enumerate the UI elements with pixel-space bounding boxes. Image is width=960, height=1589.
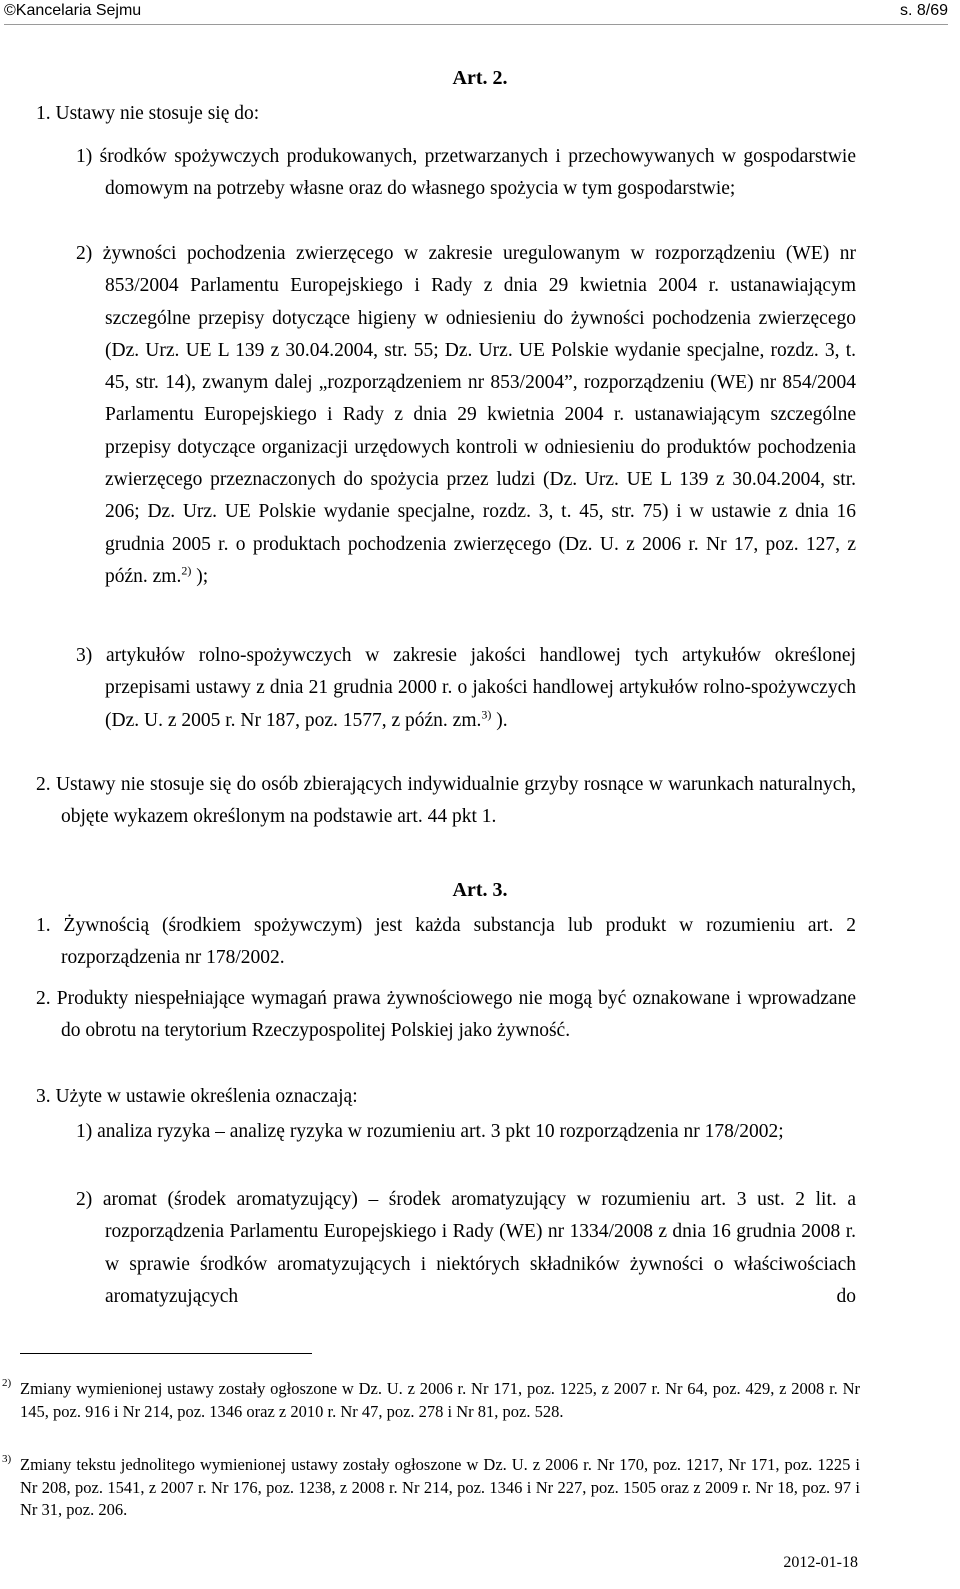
art3-paragraph-2 <box>36 983 856 1048</box>
art2-paragraph-2 <box>36 769 856 834</box>
art3-item-2: 2) aromat (środek aromatyzujący) – środek aromatyzujący w rozumieniu art. 3 ust. 2 lit. a rozporządzenia Parlamentu Europejskiego i Rady (WE) nr 1334/2008 z dnia 16 grudnia 2008 r. w sprawie środków aromatyzujących i niektórych składników żywności o właściwościach aromatyzujących do <box>76 1189 856 1307</box>
footnote-2 <box>2 1377 860 1423</box>
art3-paragraph-1 <box>36 910 856 975</box>
art2-item-3 <box>76 640 856 737</box>
art3-paragraph-2-text: 2. Produkty niespełniające wymagań prawa żywnościowego nie mogą być oznakowane i wprowadzane do obrotu na terytorium Rzeczypospolitej Polskiej jako żywność. <box>36 988 856 1042</box>
art2-item-1: 1) środków spożywczych produkowanych, przetwarzanych i przechowywanych w gospodarstwie domowym na potrzeby własne oraz do własnego spożycia w tym gospodarstwie; <box>76 146 856 200</box>
footnote-2-mark: 2) <box>2 1377 12 1389</box>
art2-paragraph-2-text: 2. Ustawy nie stosuje się do osób zbierających indywidualnie grzyby rosnące w warunkach naturalnych, objęte wykazem określonym na podstawie art. 44 pkt 1. <box>36 774 856 828</box>
footnote-3-text: Zmiany tekstu jednolitego wymienionej ustawy zostały ogłoszone w Dz. U. z 2006 r. Nr 170, poz. 1217, Nr 171, poz. 1225 i Nr 208, poz. 1541, z 2007 r. Nr 176, poz. 1238, z 2008 r. Nr 214, poz. 1346 i Nr 227, poz. 1505 oraz z 2009 r. Nr 18, poz. 97 i Nr 31, poz. 206. <box>20 1455 860 1520</box>
art2-item-2-end: ); <box>191 565 209 587</box>
art2-item-2-text: 2) żywności pochodzenia zwierzęcego w zakresie uregulowanym w rozporządzeniu (WE) nr 853/2004 Parlamentu Europejskiego i Rady z dnia 29 kwietnia 2004 r. ustanawiającym szczególne przepisy dotyczące higieny w odniesieniu do żywności pochodzenia zwierzęcego (Dz. Urz. UE L 139 z 30.04.2004, str. 55; Dz. Urz. UE Polskie wydanie specjalne, rozdz. 3, t. 45, str. 14), zwanym dalej „rozporządzeniem nr 853/2004”, rozporządzeniu (WE) nr 854/2004 Parlamentu Europejskiego i Rady z dnia 29 kwietnia 2004 r. ustanawiającym szczególne przepisy dotyczące organizacji urzędowych kontroli w odniesieniu do produktów pochodzenia zwierzęcego przeznaczonych do spożycia przez ludzi (Dz. Urz. UE L 139 z 30.04.2004, str. 206; Dz. Urz. UE Polskie wydanie specjalne, rozdz. 3, t. 45, str. 75) i w ustawie z dnia 16 grudnia 2005 r. o produktach pochodzenia zwierzęcego (Dz. U. z 2006 r. Nr 17, poz. 127, z późn. zm. <box>76 243 856 587</box>
header-rule <box>4 24 948 25</box>
art2-paragraph-1: 1. Ustawy nie stosuje się do: <box>36 103 260 124</box>
art3-item-1: 1) analiza ryzyka – analizę ryzyka w rozumieniu art. 3 pkt 10 rozporządzenia nr 178/2002; <box>76 1121 784 1142</box>
footnote-3-mark: 3) <box>2 1453 12 1465</box>
art3-paragraph-1-text: 1. Żywnością (środkiem spożywczym) jest każda substancja lub produkt w rozumieniu art. 2 rozporządzenia nr 178/2002. <box>36 915 856 969</box>
footnote-ref-2: 2) <box>181 563 192 578</box>
footnote-2-text: Zmiany wymienionej ustawy zostały ogłoszone w Dz. U. z 2006 r. Nr 171, poz. 1225, z 2007 r. Nr 64, poz. 429, z 2008 r. Nr 145, poz. 916 i Nr 214, poz. 1346 oraz z 2010 r. Nr 47, poz. 278 i Nr 81, poz. 528. <box>20 1379 860 1421</box>
page-header <box>4 0 948 26</box>
article-3-heading: Art. 3. <box>452 879 508 901</box>
art2-item-3-text: 3) artykułów rolno-spożywczych w zakresie jakości handlowej tych artykułów określonej przepisami ustawy z dnia 21 grudnia 2000 r. o jakości handlowej artykułów rolno-spożywczych (Dz. U. z 2005 r. Nr 187, poz. 1577, z późn. zm. <box>76 645 856 731</box>
footnote-separator <box>20 1353 312 1354</box>
copyright-label: ©Kancelaria Sejmu <box>4 2 142 19</box>
footnote-ref-3: 3) <box>481 707 492 722</box>
art3-paragraph-3: 3. Użyte w ustawie określenia oznaczają: <box>36 1086 358 1107</box>
art2-item-2 <box>76 238 856 593</box>
art2-item-3-end: ). <box>491 709 508 731</box>
footnote-3 <box>2 1453 860 1522</box>
document-date: 2012-01-18 <box>783 1554 858 1571</box>
article-2-heading: Art. 2. <box>452 67 508 89</box>
page-number: s. 8/69 <box>899 2 948 19</box>
